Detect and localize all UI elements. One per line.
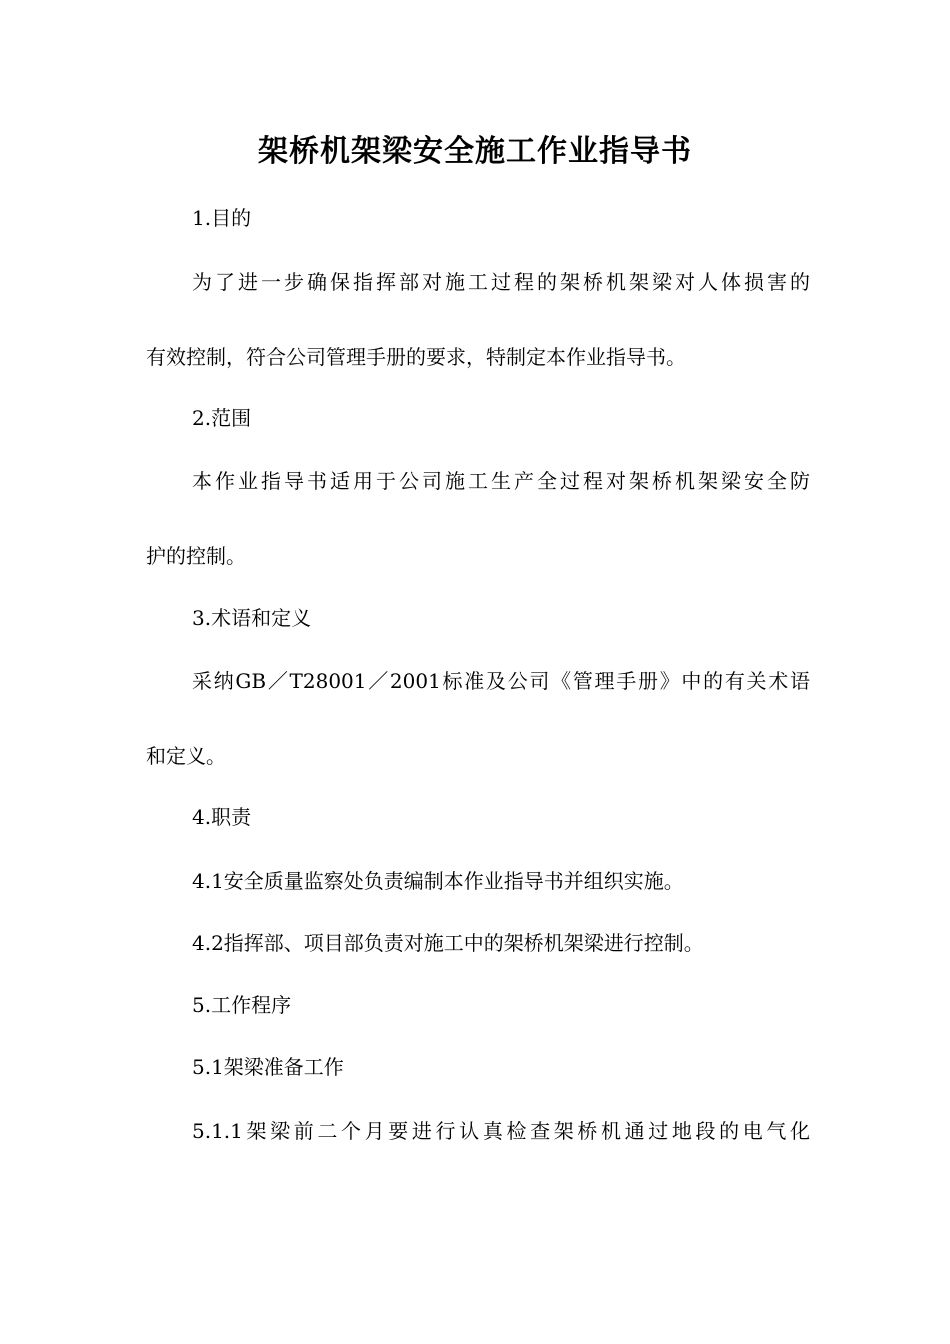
- paragraph-line: 和定义。: [146, 744, 226, 768]
- heading-terms: 3.术语和定义: [192, 606, 312, 630]
- paragraph-line: 4.2指挥部、项目部负责对施工中的架桥机架梁进行控制。: [192, 931, 704, 955]
- heading-procedure: 5.工作程序: [192, 993, 292, 1017]
- paragraph-line: 有效控制，符合公司管理手册的要求，特制定本作业指导书。: [146, 345, 686, 369]
- document-title: 架桥机架梁安全施工作业指导书: [258, 134, 692, 169]
- paragraph-line: 采纳GB／T28001／2001标准及公司《管理手册》中的有关术语: [192, 669, 810, 693]
- paragraph-line: 为了进一步确保指挥部对施工过程的架桥机架梁对人体损害的: [192, 270, 810, 294]
- heading-purpose: 1.目的: [192, 206, 252, 230]
- paragraph-line: 本作业指导书适用于公司施工生产全过程对架桥机架梁安全防: [192, 469, 810, 493]
- heading-duties: 4.职责: [192, 805, 252, 829]
- paragraph-line: 4.1安全质量监察处负责编制本作业指导书并组织实施。: [192, 869, 684, 893]
- paragraph-line: 护的控制。: [146, 544, 246, 568]
- heading-scope: 2.范围: [192, 406, 252, 430]
- paragraph-line: 5.1.1架梁前二个月要进行认真检查架桥机通过地段的电气化: [192, 1119, 810, 1143]
- subheading: 5.1架梁准备工作: [192, 1055, 344, 1079]
